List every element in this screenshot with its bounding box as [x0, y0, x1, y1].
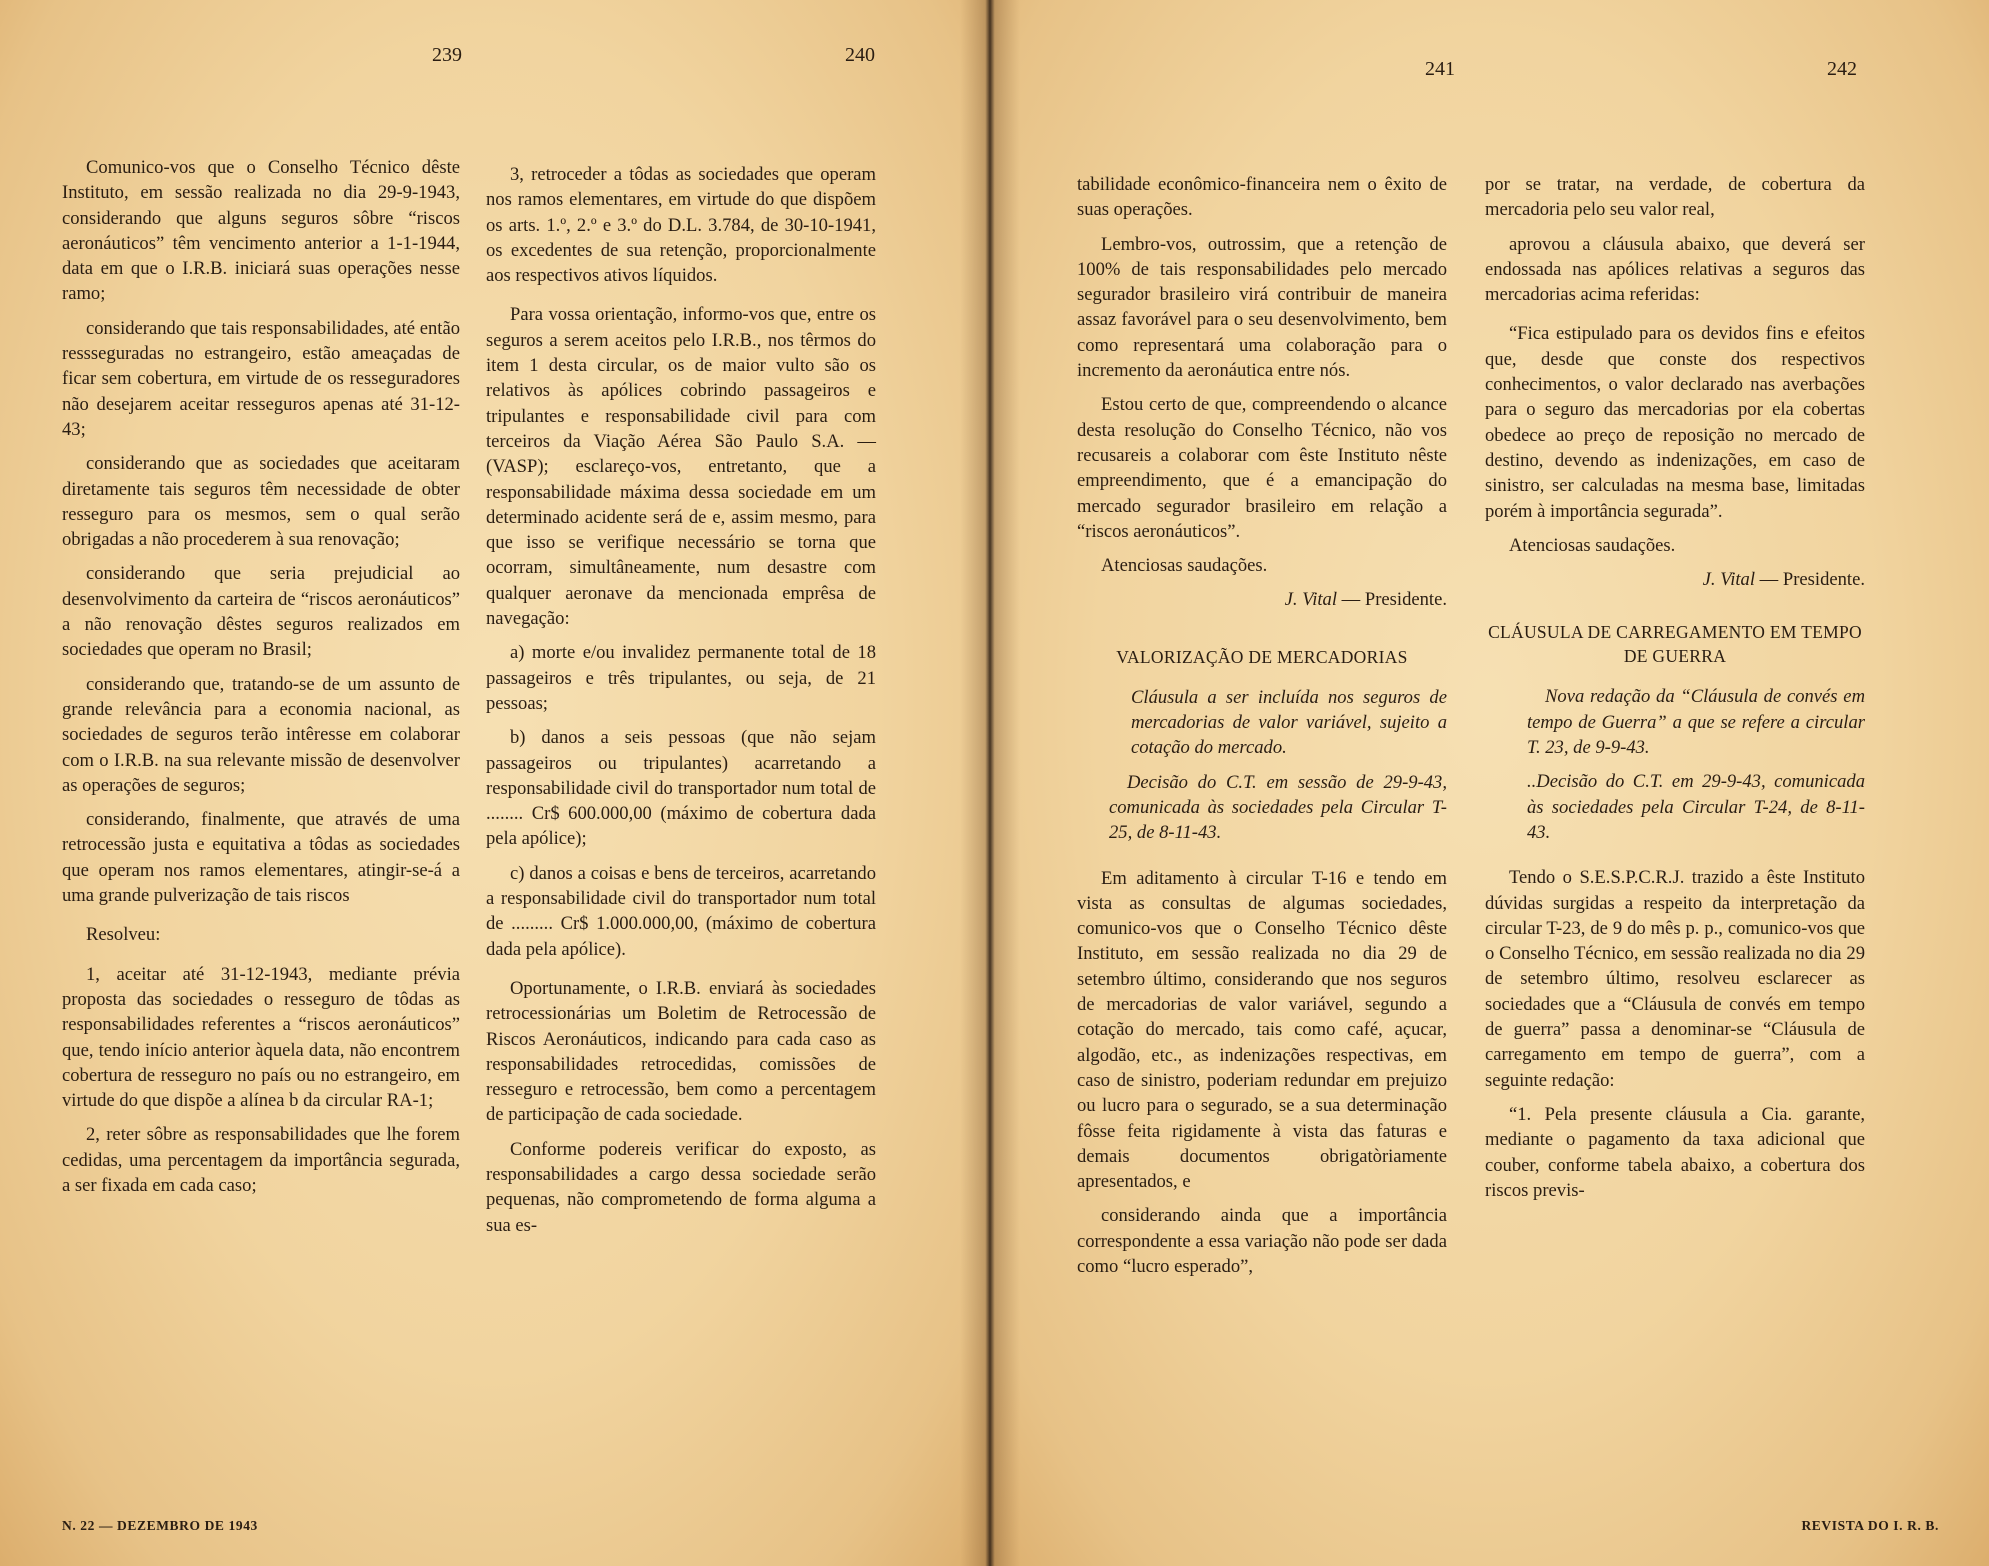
paragraph: Lembro-vos, outrossim, que a retenção de 100% de tais responsabilidades pelo mercado segurador brasileiro virá contribuir de maneira assaz favorável para o seu desenvolvimento, bem como representará uma colaboração para o incremento da aeronáutica entre nós. [1077, 233, 1447, 382]
section-heading: CLÁUSULA DE CARREGAMENTO EM TEMPO DE GUERRA [1488, 622, 1862, 667]
paragraph: Atenciosas saudações. [1101, 555, 1268, 577]
paragraph: por se tratar, na verdade, de cobertura da mercadoria pelo seu valor real, [1485, 174, 1865, 221]
signature-name: J. Vital [1284, 589, 1337, 611]
section-note: Cláusula a ser incluída nos seguros de mercadorias de valor variável, sujeito a cotação do mercado. [1131, 686, 1447, 759]
section-note: Nova redação da “Cláusula de convés em tempo de Guerra” a que se refere a circular T. 23, de 9-9-43. [1527, 686, 1865, 759]
paragraph: “Fica estipulado para os devidos fins e efeitos que, desde que conste dos respectivos conhecimentos, o valor declarado nas averbações para o seguro das mercadorias por ela cobertas obedece ao preço de reposição no mercado de destino, devendo as indenizações, em caso de sinistro, ser calculadas na mesma base, limitadas porém à importância segurada”. [1485, 323, 1865, 522]
column-2 [486, 162, 876, 1247]
column-1 [62, 155, 460, 1207]
paragraph: considerando que as sociedades que aceitaram diretamente tais seguros têm necessidade de obter resseguro para os mesmos, sem o qual serão obrigadas a não procederem à sua renovação; [62, 453, 460, 551]
paragraph: Resolveu: [86, 924, 161, 946]
paragraph: c) danos a coisas e bens de terceiros, acarretando a responsabilidade civil do transportador num total de ......... Cr$ 1.000.000,00, (máximo de cobertura dada pela apólice). [486, 862, 876, 960]
paragraph: aprovou a cláusula abaixo, que deverá ser endossada nas apólices relativas a seguros das mercadorias acima referidas: [1485, 233, 1865, 306]
signature-name: J. Vital [1702, 569, 1755, 591]
paragraph: Conforme podereis verificar do exposto, as responsabilidades a cargo dessa sociedade serão pequenas, não comprometendo de forma alguma a sua es- [486, 1138, 876, 1236]
paragraph: Tendo o S.E.S.P.C.R.J. trazido a êste Instituto dúvidas surgidas a respeito da interpretação da circular T-23, de 9 do mês p. p., comunico-vos que o Conselho Técnico, em sessão realizada no dia 29 de setembro último, resolveu esclarecer as sociedades que a “Cláusula de convés em tempo de guerra” passa a denominar-se “Cláusula de carregamento em tempo de guerra”, com a seguinte redação: [1485, 867, 1865, 1091]
page-number-241: 241 [1425, 58, 1455, 80]
footer-publication: REVISTA DO I. R. B. [1801, 1518, 1939, 1533]
signature-role: — Presidente. [1341, 589, 1447, 611]
section-note: Decisão do C.T. em sessão de 29-9-43, comunicada às sociedades pela Circular T-25, de 8-11-43. [1109, 771, 1447, 844]
paragraph: considerando que tais responsabilidades, até então ressseguradas no estrangeiro, estão ameaçadas de ficar sem cobertura, em virtude de os resseguradores não desejarem aceitar resseguros apenas até 31-12-43; [62, 317, 460, 440]
book-gutter [960, 0, 1020, 1566]
signature [1077, 587, 1447, 612]
paragraph: Comunico-vos que o Conselho Técnico dêste Instituto, em sessão realizada no dia 29-9-1943, considerando que alguns seguros sôbre “riscos aeronáuticos” têm vencimento anterior a 1-1-1944, data em que o I.R.B. iniciará suas operações nesse ramo; [62, 157, 460, 305]
paragraph: considerando que seria prejudicial ao desenvolvimento da carteira de “riscos aeronáuticos” a não renovação dêstes seguros realizados em sociedades que operam no Brasil; [62, 563, 460, 661]
paragraph: a) morte e/ou invalidez permanente total de 18 passageiros e três tripulantes, ou seja, de 21 pessoas; [486, 642, 876, 714]
paragraph: Para vossa orientação, informo-vos que, entre os seguros a serem aceitos pelo I.R.B., nos têrmos do item 1 desta circular, os de maior vulto são os relativos às apólices cobrindo passageiros e tripulantes e responsabilidade civil para com terceiros da Viação Aérea São Paulo S.A. — (VASP); esclareço-vos, entretanto, que a responsabilidade máxima dessa sociedade em um determinado acidente será de e, assim mesmo, para que isso se verifique necessário se torna que ocorram, simultâneamente, num desastre com qualquer aeronave da mencionada emprêsa de navegação: [486, 304, 876, 630]
paragraph: 2, reter sôbre as responsabilidades que lhe forem cedidas, uma percentagem da importância segurada, a ser fixada em cada caso; [62, 1124, 460, 1196]
paragraph: Em aditamento à circular T-16 e tendo em vista as consultas de algumas sociedades, comunico-vos que o Conselho Técnico dêste Instituto, em sessão realizada no dia 29 de setembro último, considerando que nos seguros de mercadorias de valor variável, segundo a cotação do mercado, tais como café, açucar, algodão, etc., as indenizações respectivas, em caso de sinistro, poderiam redundar em prejuizo ou lucro para o segurado, se a sua determinação fôsse feita rigidamente à vista das faturas e demais documentos obrigatòriamente apresentados, e [1077, 867, 1447, 1193]
paragraph: considerando, finalmente, que através de uma retrocessão justa e equitativa a tôdas as sociedades que operam nos ramos elementares, atingir-se-á a uma grande pulverização de tais riscos [62, 809, 460, 907]
section-heading: VALORIZAÇÃO DE MERCADORIAS [1116, 646, 1408, 667]
paragraph: considerando ainda que a importância correspondente a essa variação não pode ser dada como “lucro esperado”, [1077, 1205, 1447, 1277]
paragraph: Estou certo de que, compreendendo o alcance desta resolução do Conselho Técnico, não vos recusareis a colaborar com êste Instituto nêste empreendimento, que é a emancipação do mercado segurador brasileiro em relação a “riscos aeronáuticos”. [1077, 394, 1447, 542]
signature [1485, 567, 1865, 592]
signature-role: — Presidente. [1759, 569, 1865, 591]
paragraph: Atenciosas saudações. [1509, 534, 1676, 556]
paragraph: b) danos a seis pessoas (que não sejam passageiros ou tripulantes) acarretando a responsabilidade civil do transportador num total de ........ Cr$ 600.000,00 (máximo de cobertura dada pela apólice); [486, 727, 876, 850]
column-4 [1485, 172, 1865, 1212]
paragraph: tabilidade econômico-financeira nem o êxito de suas operações. [1077, 174, 1447, 221]
left-page [0, 0, 985, 1566]
paragraph: “1. Pela presente cláusula a Cia. garante, mediante o pagamento da taxa adicional que couber, conforme tabela abaixo, a cobertura dos riscos previs- [1485, 1103, 1865, 1201]
paragraph: 3, retroceder a tôdas as sociedades que operam nos ramos elementares, em virtude do que dispõem os arts. 1.º, 2.º e 3.º do D.L. 3.784, de 30-10-1941, os excedentes de sua retenção, proporcionalmente aos respectivos ativos líquidos. [486, 164, 876, 287]
page-number-239: 239 [432, 44, 462, 66]
page-number-242: 242 [1827, 58, 1857, 80]
right-page [985, 0, 1989, 1566]
page-number-240: 240 [845, 44, 875, 66]
column-3 [1077, 172, 1447, 1288]
footer-issue: N. 22 — DEZEMBRO DE 1943 [62, 1518, 258, 1533]
paragraph: Oportunamente, o I.R.B. enviará às sociedades retrocessionárias um Boletim de Retrocessão de Riscos Aeronáuticos, indicando para cada caso as responsabilidades retrocedidas, comissões de resseguro e retrocessão, bem como a percentagem de participação de cada sociedade. [486, 977, 876, 1126]
paragraph: considerando que, tratando-se de um assunto de grande relevância para a economia nacional, as sociedades de seguros terão intêresse em colaborar com o I.R.B. na sua relevante missão de desenvolver as operações de seguros; [62, 673, 460, 796]
section-note: ..Decisão do C.T. em 29-9-43, comunicada às sociedades pela Circular T-24, de 8-11-43. [1527, 771, 1865, 843]
paragraph: 1, aceitar até 31-12-1943, mediante prévia proposta das sociedades o resseguro de tôdas as responsabilidades referentes a “riscos aeronáuticos” que, tendo início anterior àquela data, não encontrem cobertura de resseguro no país ou no estrangeiro, em virtude do que dispõe a alínea b da circular RA-1; [62, 963, 460, 1112]
